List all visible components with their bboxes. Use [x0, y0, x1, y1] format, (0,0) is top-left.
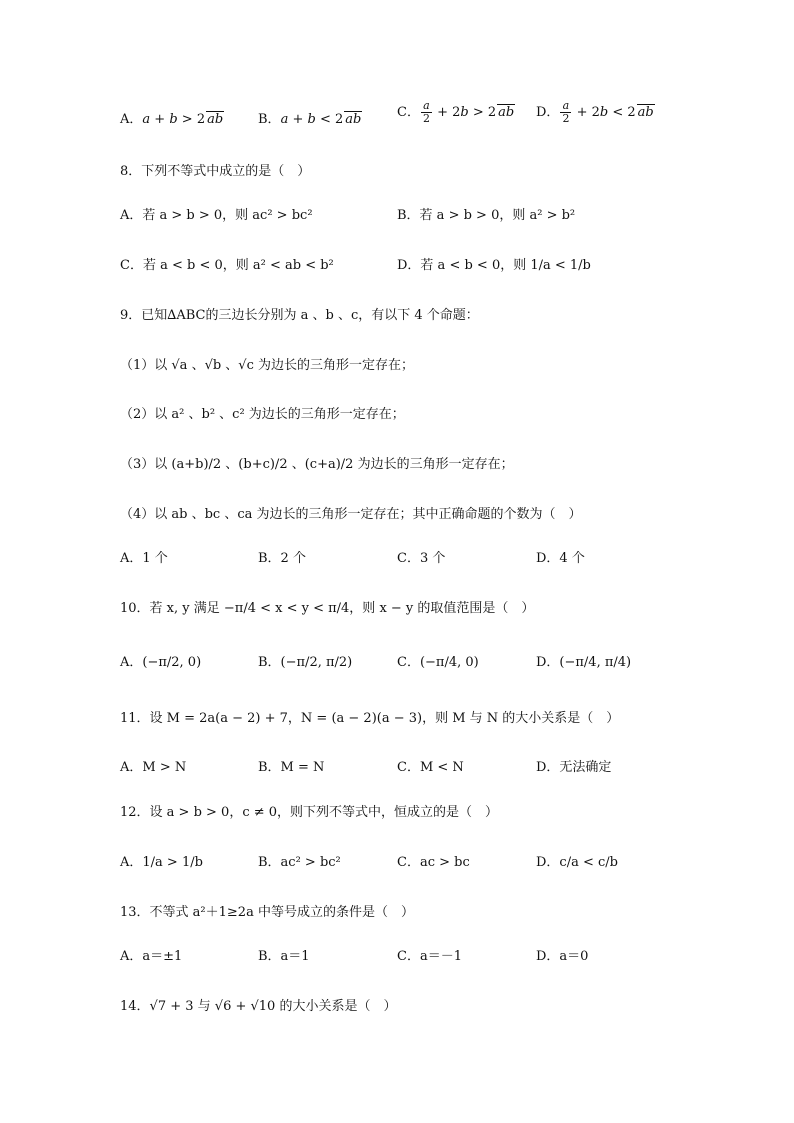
q8-option-a[interactable]: A．若 a > b > 0，则 ac² > bc² — [120, 208, 313, 223]
q10-stem: 10．若 x, y 满足 −π/4 < x < y < π/4，则 x − y 的取值范围是（ ） — [120, 601, 535, 616]
q9-option-c[interactable]: C．3 个 — [397, 551, 446, 566]
q11-option-b[interactable]: B．M = N — [258, 760, 325, 775]
q9-option-b[interactable]: B．2 个 — [258, 551, 306, 566]
q7-options-row — [120, 99, 680, 138]
q13-options-row — [120, 945, 680, 975]
q10-options-row — [120, 651, 680, 681]
q7-option-a[interactable]: A．a + b > 2 ab — [120, 112, 224, 127]
q8-options-row-1 — [120, 204, 680, 234]
option-label: D． — [536, 105, 560, 121]
q9-stem: 9．已知∆ABC的三边长分别为 a 、b 、c，有以下 4 个命题： — [120, 308, 479, 323]
q7-option-c[interactable]: C． $\frac{a}{2}$ + 2b > 2 ab — [397, 99, 515, 126]
q9-options-row — [120, 547, 680, 577]
option-label: B． — [258, 112, 281, 127]
q12-option-d[interactable]: D．c/a < c/b — [536, 855, 618, 870]
q8-stem: 8．下列不等式中成立的是（ ） — [120, 164, 311, 179]
q10-option-c[interactable]: C．(−π/4, 0) — [397, 655, 479, 670]
q12-options-row — [120, 851, 680, 881]
q13-option-d[interactable]: D．a＝0 — [536, 949, 589, 964]
q12-option-a[interactable]: A．1/a > 1/b — [120, 855, 203, 870]
q10-option-b[interactable]: B．(−π/2, π/2) — [258, 655, 353, 670]
q8-options-row-2 — [120, 254, 680, 284]
q13-stem: 13．不等式 a²＋1≥2a 中等号成立的条件是（ ） — [120, 905, 414, 920]
q8-option-c[interactable]: C．若 a < b < 0，则 a² < ab < b² — [120, 258, 334, 273]
q11-options-row — [120, 756, 680, 786]
q7-option-b[interactable]: B．a + b < 2 ab — [258, 112, 362, 127]
q13-option-a[interactable]: A．a＝±1 — [120, 949, 183, 964]
option-label: C． — [397, 105, 420, 121]
q12-option-b[interactable]: B．ac² > bc² — [258, 855, 341, 870]
q9-option-d[interactable]: D．4 个 — [536, 551, 585, 566]
q9-proposition-3: （3）以 (a+b)/2 、(b+c)/2 、(c+a)/2 为边长的三角形一定存在； — [120, 457, 514, 472]
q7-option-d[interactable]: D． $\frac{a}{2}$ + 2b < 2 ab — [536, 99, 654, 126]
option-label: A． — [120, 112, 143, 127]
q9-proposition-2: （2）以 a² 、b² 、c² 为边长的三角形一定存在； — [120, 407, 405, 422]
q12-stem: 12．设 a > b > 0，c ≠ 0，则下列不等式中，恒成立的是（ ） — [120, 805, 499, 820]
q9-proposition-4: （4）以 ab 、bc 、ca 为边长的三角形一定存在；其中正确命题的个数为（ ） — [120, 507, 582, 522]
q8-option-b[interactable]: B．若 a > b > 0，则 a² > b² — [397, 208, 576, 223]
q10-option-d[interactable]: D．(−π/4, π/4) — [536, 655, 632, 670]
q9-option-a[interactable]: A．1 个 — [120, 551, 168, 566]
q14-stem: 14．√7 + 3 与 √6 + √10 的大小关系是（ ） — [120, 999, 397, 1014]
q13-option-c[interactable]: C．a＝－1 — [397, 949, 462, 964]
q11-option-c[interactable]: C．M < N — [397, 760, 464, 775]
q10-option-a[interactable]: A．(−π/2, 0) — [120, 655, 202, 670]
q9-proposition-1: （1）以 √a 、√b 、√c 为边长的三角形一定存在； — [120, 358, 415, 373]
q11-stem: 11．设 M = 2a(a − 2) + 7，N = (a − 2)(a − 3)，则 M 与 N 的大小关系是（ ） — [120, 711, 620, 726]
q13-option-b[interactable]: B．a＝1 — [258, 949, 310, 964]
q11-option-d[interactable]: D．无法确定 — [536, 760, 612, 775]
q8-option-d[interactable]: D．若 a < b < 0，则 1/a < 1/b — [397, 258, 591, 273]
q12-option-c[interactable]: C．ac > bc — [397, 855, 470, 870]
q11-option-a[interactable]: A．M > N — [120, 760, 187, 775]
